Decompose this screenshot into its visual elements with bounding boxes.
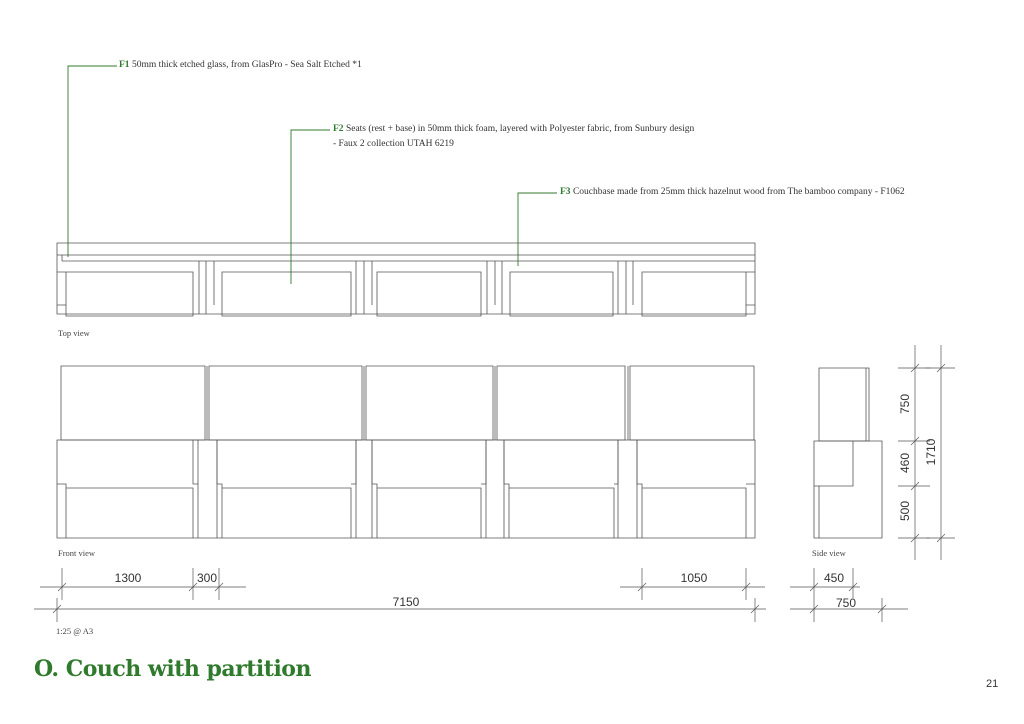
leader-f1 — [68, 66, 117, 257]
scale-note: 1:25 @ A3 — [56, 626, 94, 636]
callout-f1 — [119, 58, 362, 73]
dim-side-base: 450 — [823, 571, 845, 585]
callout-f1-code: F1 — [119, 60, 130, 70]
side-seat — [814, 441, 853, 538]
top-partition-1 — [199, 261, 214, 314]
callout-f2-text: Seats (rest + base) in 50mm thick foam, layered with Polyester fabric, from Sunbury design — [345, 124, 695, 134]
top-partition-4 — [618, 261, 633, 314]
front-back-2 — [209, 366, 362, 440]
callout-f2-text-line2: - Faux 2 collection UTAH 6219 — [333, 139, 454, 149]
top-seat-1 — [66, 272, 193, 316]
top-back-outer — [57, 243, 755, 314]
front-back-3 — [366, 366, 493, 440]
dimension-lines — [34, 345, 955, 622]
dim-total-width: 7150 — [392, 595, 420, 609]
dim-height-base: 500 — [898, 500, 912, 522]
front-base-outer — [57, 440, 755, 538]
page-title: O. Couch with partition — [34, 656, 311, 682]
callout-f3-text: Couchbase made from 25mm thick hazelnut wood from The bamboo company - F1062 — [572, 187, 905, 197]
side-base — [814, 441, 882, 538]
front-seat-1 — [57, 440, 198, 538]
front-view-label: Front view — [58, 548, 96, 558]
dim-side-total: 750 — [835, 596, 857, 610]
callout-f3 — [560, 185, 905, 200]
front-back-4 — [497, 366, 625, 440]
front-seat-5 — [637, 440, 755, 538]
top-seat-3 — [377, 272, 481, 316]
side-view-drawing — [814, 368, 882, 538]
front-back-1 — [61, 366, 205, 440]
dim-seat-width: 1300 — [114, 571, 142, 585]
front-view-drawing — [57, 366, 755, 538]
top-seat-2 — [222, 272, 351, 316]
top-seat-4 — [510, 272, 613, 316]
top-view-label: Top view — [58, 328, 90, 338]
side-view-label: Side view — [812, 548, 846, 558]
callout-f2 — [333, 122, 694, 152]
page-number: 21 — [986, 678, 999, 690]
top-view-drawing — [57, 243, 755, 316]
dim-height-back: 750 — [898, 393, 912, 415]
callout-f3-code: F3 — [560, 187, 571, 197]
dim-end-width: 1050 — [680, 571, 708, 585]
front-back-5 — [630, 366, 754, 440]
side-back — [819, 368, 869, 441]
callout-f1-text: 50mm thick etched glass, from GlasPro - Sea Salt Etched *1 — [131, 60, 362, 70]
dim-height-total: 1710 — [924, 438, 938, 466]
top-seat-5 — [642, 272, 746, 316]
front-seat-3 — [372, 440, 486, 538]
dim-gap-width: 300 — [196, 571, 218, 585]
dim-height-seat: 460 — [898, 452, 912, 474]
callout-leaders — [68, 66, 557, 284]
top-partition-3 — [487, 261, 502, 314]
top-partition-2 — [356, 261, 372, 314]
front-seat-4 — [504, 440, 618, 538]
front-seat-2 — [217, 440, 356, 538]
callout-f2-code: F2 — [333, 124, 344, 134]
